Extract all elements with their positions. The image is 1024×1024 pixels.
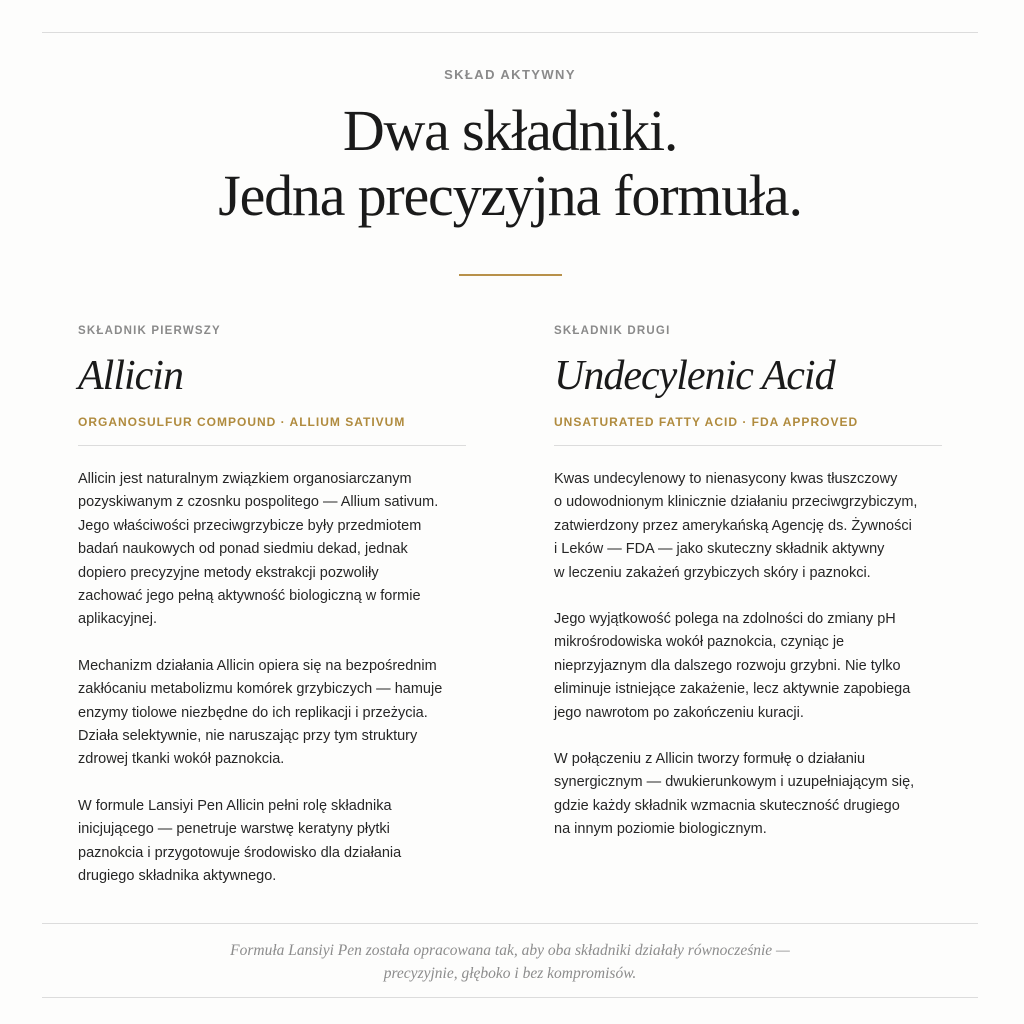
footer-note-line-1: Formuła Lansiyi Pen została opracowana tak, aby oba składniki działały równocześnie — (230, 942, 790, 959)
accent-divider (459, 274, 562, 276)
footer-bottom-divider (42, 997, 978, 998)
description-paragraph: Allicin jest naturalnym związkiem organosiarczanym pozyskiwanym z czosnku pospolitego — Allium sativum. Jego właściwości przeciwgrzybicze były przedmiotem badań naukowych od ponad siedmiu dekad, jednak dopiero precyzyjne metody ekstrakcji pozwoliły zachować jego pełną aktywność biologiczną w formie aplikacyjnej. (78, 471, 439, 628)
top-divider (42, 32, 978, 33)
headline-line-1: Dwa składniki. (342, 98, 678, 163)
ingredient-column-undecylenic-acid (554, 325, 942, 865)
footer-note (42, 939, 978, 985)
ingredient-subtitle: ORGANOSULFUR COMPOUND · ALLIUM SATIVUM (78, 415, 406, 429)
ingredient-description (78, 468, 466, 889)
footer-note-line-2: precyzyjnie, głęboko i bez kompromisów. (383, 965, 637, 982)
ingredient-description (554, 468, 942, 842)
description-paragraph: W połączeniu z Allicin tworzy formułę o działaniu synergicznym — dwukierunkowym i uzupełniającym się, gdzie każdy składnik wzmacnia skuteczność drugiego na innym poziomie biologicznym. (554, 751, 915, 838)
description-paragraph: Jego wyjątkowość polega na zdolności do zmiany pH mikrośrodowiska wokół paznokcia, czyniąc je nieprzyjaznym dla dalszego rozwoju grzybni. Nie tylko eliminuje istniejące zakażenie, lecz aktywnie zapobiega jego nawrotom po zakończeniu kuracji. (554, 611, 911, 721)
ingredient-label: SKŁADNIK DRUGI (554, 325, 671, 337)
column-divider (554, 445, 942, 446)
ingredient-name: Allicin (78, 353, 183, 399)
description-paragraph: Mechanizm działania Allicin opiera się na bezpośrednim zakłócaniu metabolizmu komórek grzybiczych — hamuje enzymy tiolowe niezbędne do ich replikacji i przeżycia. Działa selektywnie, nie naruszając przy tym struktury zdrowej tkanki wokół paznokcia. (78, 657, 443, 768)
description-paragraph: Kwas undecylenowy to nienasycony kwas tłuszczowy o udowodnionym klinicznie działaniu przeciwgrzybiczym, zatwierdzony przez amerykańską Agencję ds. Żywności i Leków — FDA — jako skuteczny składnik aktywny w leczeniu zakażeń grzybiczych skóry i paznokci. (554, 471, 918, 581)
section-headline (42, 98, 978, 228)
ingredient-label: SKŁADNIK PIERWSZY (78, 325, 221, 337)
ingredient-column-allicin (78, 325, 466, 912)
ingredient-name: Undecylenic Acid (554, 353, 835, 399)
footer-top-divider (42, 923, 978, 924)
column-divider (78, 445, 466, 446)
headline-line-2: Jedna precyzyjna formuła. (218, 163, 802, 228)
ingredient-subtitle: UNSATURATED FATTY ACID · FDA APPROVED (554, 415, 859, 429)
description-paragraph: W formule Lansiyi Pen Allicin pełni rolę składnika inicjującego — penetruje warstwę keratyny płytki paznokcia i przygotowuje środowisko dla działania drugiego składnika aktywnego. (78, 797, 402, 885)
section-eyebrow: SKŁAD AKTYWNY (444, 67, 576, 82)
ingredients-section (42, 0, 978, 1024)
